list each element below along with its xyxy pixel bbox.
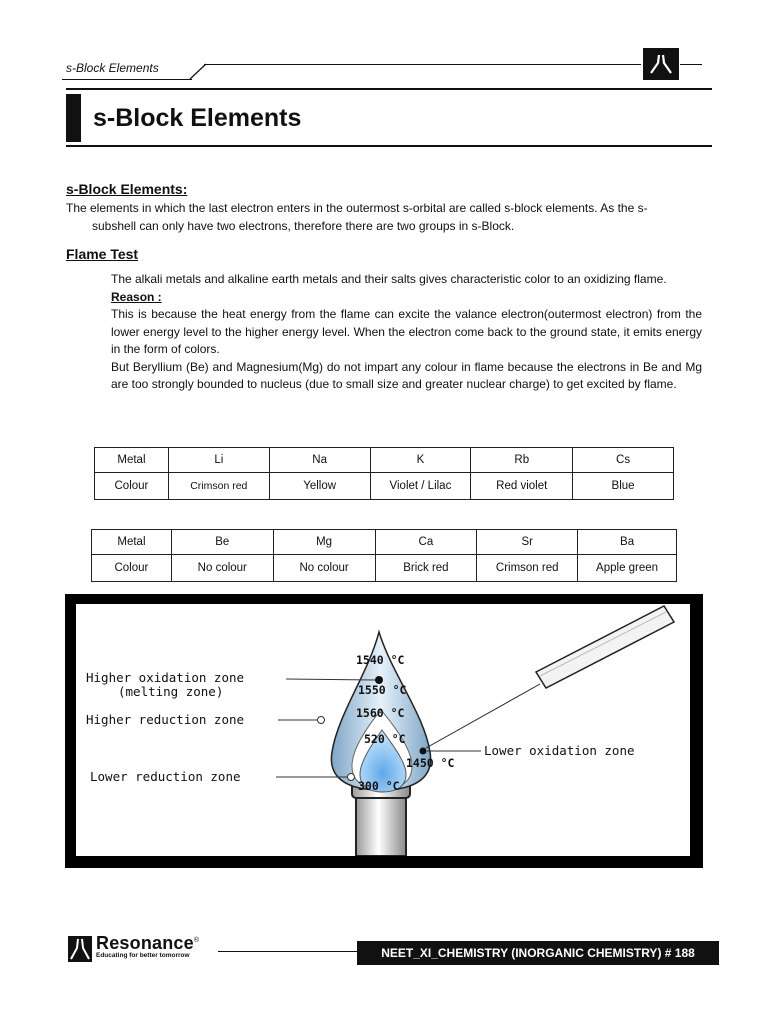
table-cell: Ca bbox=[375, 530, 477, 555]
table-cell: Colour bbox=[92, 555, 172, 582]
glass-rod bbox=[536, 606, 674, 688]
title-rule-top bbox=[66, 88, 712, 90]
flame-test-para3: But Beryllium (Be) and Magnesium(Mg) do not impart any colour in flame because the electrons in Be and Mg are too strongly bounded to nucleus (due to small size and greater nuclear charge) to get excited by flame. bbox=[111, 359, 702, 391]
header-rule-right bbox=[680, 64, 702, 65]
resonance-mark-icon bbox=[68, 936, 92, 962]
section-heading-sblock: s-Block Elements: bbox=[66, 181, 188, 197]
table-cell: Sr bbox=[477, 530, 578, 555]
higher-reduction-dot bbox=[318, 717, 325, 724]
brand-tagline: Educating for better tomorrow bbox=[96, 952, 190, 959]
table-cell: Metal bbox=[92, 530, 172, 555]
table-cell: Blue bbox=[573, 473, 674, 500]
table-cell: Brick red bbox=[375, 555, 477, 582]
table-cell: K bbox=[370, 448, 471, 473]
temp-1550: 1550 °C bbox=[358, 683, 407, 697]
sblock-definition-line2: subshell can only have two electrons, therefore there are two groups in s-Block. bbox=[92, 219, 515, 233]
rod-pointer-line bbox=[426, 684, 540, 748]
table-cell: Colour bbox=[95, 473, 169, 500]
flame-figure bbox=[74, 602, 692, 858]
registered-mark: ® bbox=[193, 937, 200, 944]
logo-mark-icon bbox=[648, 53, 674, 75]
table-cell: Crimson red bbox=[477, 555, 578, 582]
label-higher-reduction: Higher reduction zone bbox=[86, 712, 245, 727]
table-cell: Apple green bbox=[578, 555, 677, 582]
temp-1540: 1540 °C bbox=[356, 653, 405, 667]
table-cell: Li bbox=[168, 448, 269, 473]
flame-test-body bbox=[111, 271, 702, 394]
table-cell: Crimson red bbox=[168, 473, 269, 500]
burner-tube bbox=[356, 794, 406, 856]
running-header-title: s-Block Elements bbox=[66, 61, 159, 75]
alkaline-earth-flame-table bbox=[91, 529, 677, 582]
table-cell: Na bbox=[269, 448, 370, 473]
header-rule-left bbox=[62, 79, 192, 80]
table-cell: Be bbox=[171, 530, 273, 555]
table-cell: Mg bbox=[273, 530, 375, 555]
title-accent-bar bbox=[66, 94, 81, 142]
table-cell: Red violet bbox=[471, 473, 573, 500]
footer-page-label: NEET_XI_CHEMISTRY (INORGANIC CHEMISTRY) # 188 bbox=[357, 941, 719, 965]
label-lower-reduction: Lower reduction zone bbox=[90, 769, 241, 784]
section-heading-flame-test: Flame Test bbox=[66, 246, 139, 262]
temp-300: 300 °C bbox=[358, 779, 400, 793]
table-cell: Ba bbox=[578, 530, 677, 555]
flame-diagram bbox=[76, 604, 690, 856]
table-row bbox=[95, 448, 674, 473]
flame-test-para1: The alkali metals and alkaline earth metals and their salts gives characteristic color to an oxidizing flame. bbox=[111, 272, 667, 286]
table-row bbox=[92, 530, 677, 555]
flame-test-para2: This is because the heat energy from the flame can excite the valance electron(outermost electron) from the lower energy level to the higher energy level. When the electron come back to the ground state, it emits energy in the form of colors. bbox=[111, 307, 702, 356]
table-cell: No colour bbox=[171, 555, 273, 582]
temp-520: 520 °C bbox=[364, 732, 406, 746]
label-higher-oxidation: Higher oxidation zone bbox=[86, 670, 245, 685]
label-lower-oxidation: Lower oxidation zone bbox=[484, 743, 635, 758]
table-cell: Metal bbox=[95, 448, 169, 473]
footer-brand bbox=[68, 933, 218, 964]
table-cell: No colour bbox=[273, 555, 375, 582]
table-cell: Violet / Lilac bbox=[370, 473, 471, 500]
table-cell: Rb bbox=[471, 448, 573, 473]
sblock-definition-line1: The elements in which the last electron enters in the outermost s-orbital are called s-block elements. As the s- bbox=[66, 201, 648, 215]
reason-label: Reason : bbox=[111, 289, 162, 304]
footer-rule bbox=[218, 951, 358, 952]
table-cell: Cs bbox=[573, 448, 674, 473]
table-row bbox=[95, 473, 674, 500]
resonance-logo-icon bbox=[643, 48, 679, 80]
title-rule-bottom bbox=[66, 145, 712, 147]
header-rule-top bbox=[204, 64, 641, 65]
alkali-metal-flame-table bbox=[94, 447, 674, 500]
temp-1560: 1560 °C bbox=[356, 706, 405, 720]
table-row bbox=[92, 555, 677, 582]
page-title: s-Block Elements bbox=[93, 104, 302, 132]
logo-glyph: 八 bbox=[648, 53, 649, 54]
temp-1450: 1450 °C bbox=[406, 756, 455, 770]
label-melting-zone: (melting zone) bbox=[118, 684, 224, 699]
brand-name: Resonance bbox=[96, 933, 194, 953]
lower-reduction-dot bbox=[348, 774, 355, 781]
lower-oxidation-dot bbox=[420, 748, 427, 755]
table-cell: Yellow bbox=[269, 473, 370, 500]
